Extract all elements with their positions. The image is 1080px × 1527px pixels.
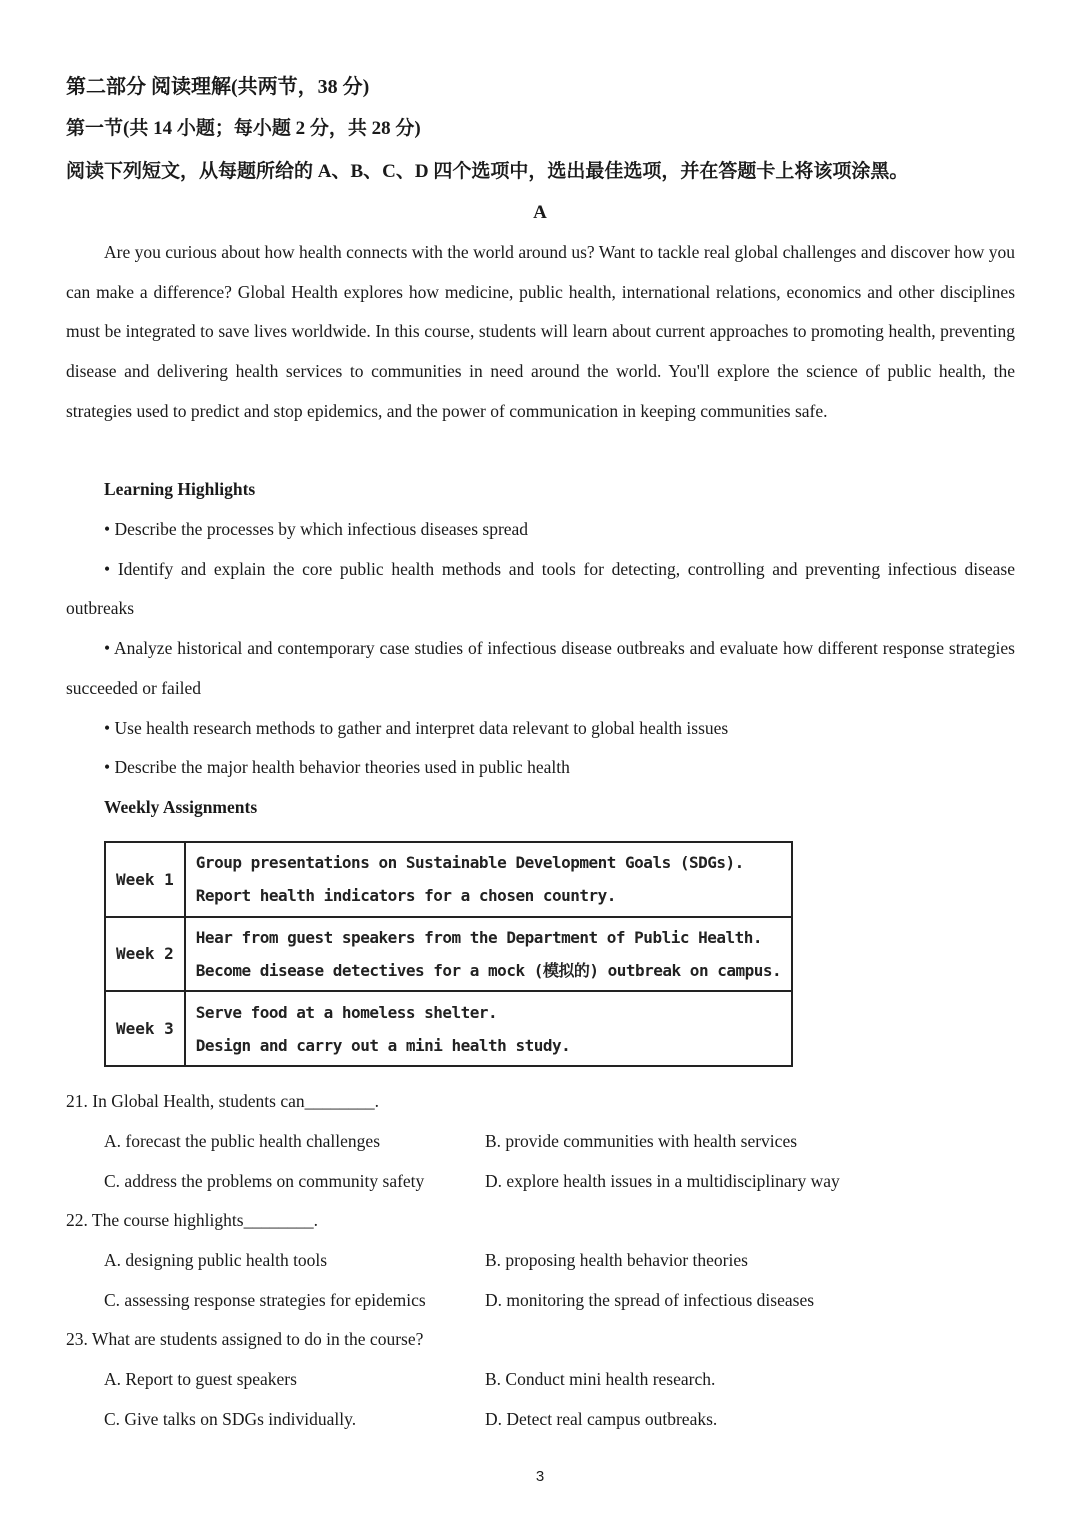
option-d: D. explore health issues in a multidisciplinary way: [485, 1171, 840, 1191]
task: Group presentations on Sustainable Development Goals (SDGs).: [195, 853, 744, 873]
option-c: C. address the problems on community safety: [104, 1171, 425, 1191]
option-a: A. Report to guest speakers: [104, 1369, 297, 1389]
highlight-item: • Identify and explain the core public health methods and tools for detecting, controlling and preventing infectious disease outbreaks: [66, 558, 1015, 619]
question-stem: 22. The course highlights________.: [66, 1210, 318, 1230]
week-tasks: [185, 991, 792, 1066]
passage-intro: Are you curious about how health connects with the world around us? Want to tackle real global challenges and discover how you can make a difference? Global Health explores how medicine, public health, international relations, economics and other disciplines must be integrated to save lives worldwide. In this course, students will learn about current approaches to promoting health, preventing disease and delivering health services to communities in need around the world. You'll explore the science of public health, the strategies used to predict and stop epidemics, and the power of communication in keeping communities safe.: [66, 242, 1015, 421]
part-title: 第二部分 阅读理解(共两节，38 分): [66, 76, 370, 98]
highlight-item: • Use health research methods to gather and interpret data relevant to global health issues: [104, 717, 729, 738]
page-number: 3: [535, 1468, 545, 1485]
week-label: Week 1: [105, 842, 185, 917]
passage-label: A: [533, 202, 547, 223]
table-row: [105, 842, 792, 917]
task: Design and carry out a mini health study.: [195, 1035, 571, 1055]
section-title: 第一节(共 14 小题；每小题 2 分，共 28 分): [66, 118, 421, 139]
highlight-item: • Describe the processes by which infectious diseases spread: [104, 519, 529, 539]
weekly-assignments-table: [104, 841, 793, 1067]
task: Hear from guest speakers from the Department of Public Health.: [195, 927, 763, 947]
week-tasks: [185, 917, 792, 992]
task: Serve food at a homeless shelter.: [195, 1002, 498, 1022]
week-label: Week 3: [105, 991, 185, 1066]
table-row: [105, 991, 792, 1066]
question-stem: 23. What are students assigned to do in the course?: [66, 1329, 424, 1349]
week-tasks: [185, 842, 792, 917]
option-b: B. provide communities with health services: [485, 1131, 798, 1151]
question-stem: 21. In Global Health, students can________.: [66, 1091, 380, 1111]
highlights-title: Learning Highlights: [104, 479, 256, 499]
option-a: A. designing public health tools: [104, 1250, 328, 1270]
highlight-item: • Describe the major health behavior theories used in public health: [104, 757, 570, 778]
option-d: D. monitoring the spread of infectious diseases: [485, 1290, 815, 1310]
option-c: C. Give talks on SDGs individually.: [104, 1409, 357, 1429]
instructions: 阅读下列短文，从每题所给的 A、B、C、D 四个选项中，选出最佳选项，并在答题卡上将该项涂黑。: [66, 161, 909, 182]
table-row: [105, 917, 792, 992]
option-c: C. assessing response strategies for epidemics: [104, 1290, 426, 1310]
option-b: B. Conduct mini health research.: [485, 1369, 716, 1389]
option-b: B. proposing health behavior theories: [485, 1250, 748, 1270]
highlights-list: [66, 510, 1015, 788]
option-a: A. forecast the public health challenges: [104, 1131, 381, 1151]
task: Become disease detectives for a mock (模拟的) outbreak on campus.: [195, 960, 782, 980]
week-label: Week 2: [105, 917, 185, 992]
assignments-title: Weekly Assignments: [104, 797, 258, 817]
task: Report health indicators for a chosen country.: [195, 886, 616, 906]
option-d: D. Detect real campus outbreaks.: [485, 1409, 718, 1429]
highlight-item: • Analyze historical and contemporary case studies of infectious disease outbreaks and evaluate how different response strategies succeeded or failed: [66, 638, 1015, 698]
